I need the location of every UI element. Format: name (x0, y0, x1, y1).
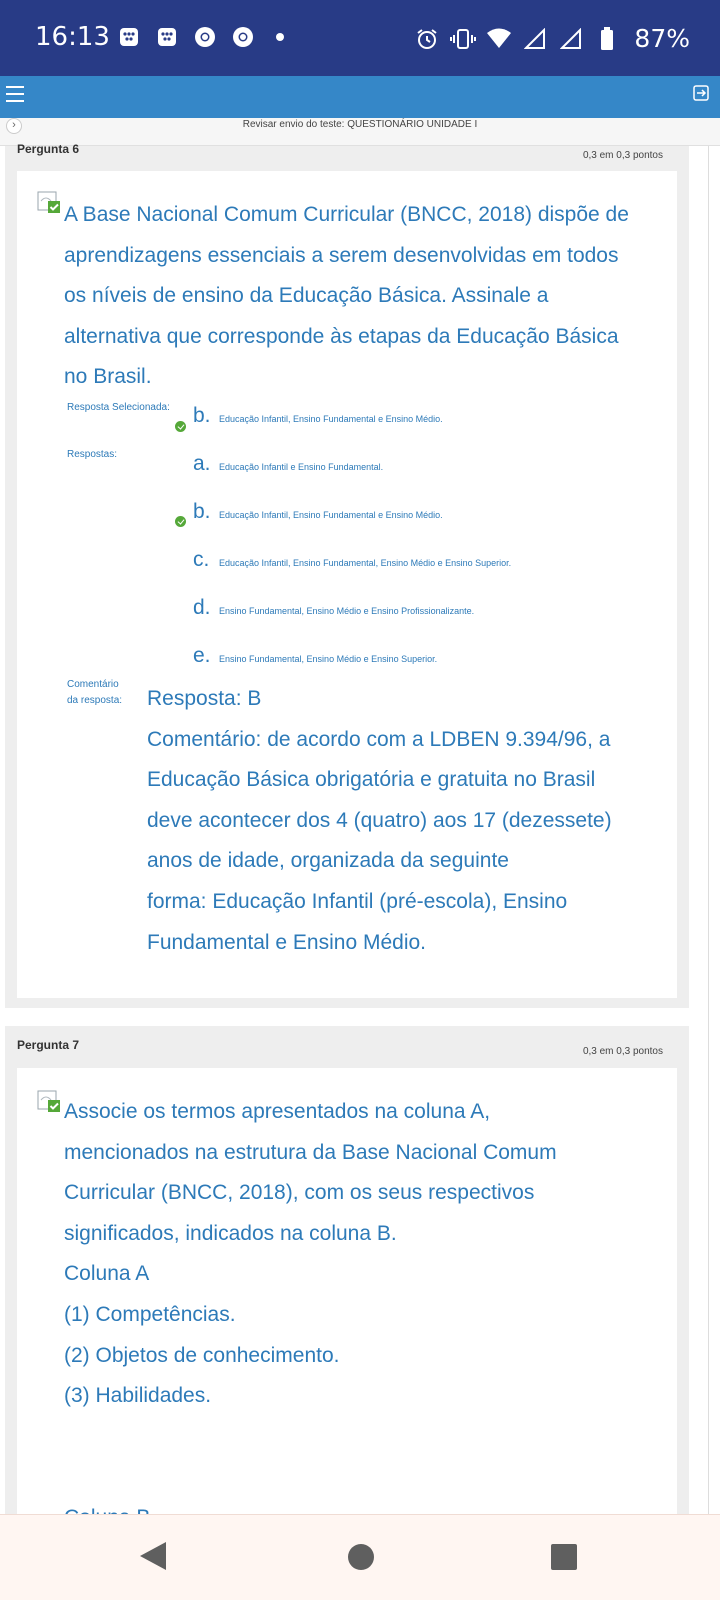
question-text-line: aprendizagens essenciais a serem desenvolvidas em todos (64, 243, 619, 267)
chevron-right-icon[interactable]: › (6, 118, 22, 134)
comment-line: Fundamental e Ensino Médio. (147, 930, 426, 954)
recent-apps-icon[interactable] (551, 1544, 577, 1570)
question-text-line: mencionados na estrutura da Base Nacional Comum (64, 1140, 557, 1164)
signal-icon (558, 26, 584, 52)
wifi-icon (486, 26, 512, 52)
comment-line: Resposta: B (147, 687, 262, 710)
question-text-line: (2) Objetos de conhecimento. (64, 1343, 340, 1367)
signal-icon (522, 26, 548, 52)
answer-letter: b. (193, 404, 211, 427)
blank-line (64, 1457, 654, 1498)
question-text-line: Associe os termos apresentados na coluna A, (64, 1100, 491, 1123)
question-text-line: alternativa que corresponde às etapas da Educação Básica (64, 324, 619, 348)
answer-text: Ensino Fundamental, Ensino Médio e Ensino Superior. (219, 654, 438, 664)
question-text (64, 195, 654, 398)
question-panel (5, 142, 689, 1008)
app-notification-icon (116, 24, 142, 50)
answer-text: Educação Infantil, Ensino Fundamental, Ensino Médio e Ensino Superior. (219, 558, 512, 568)
hamburger-menu-icon[interactable] (6, 86, 24, 102)
chrome-icon (192, 24, 218, 50)
answer-option (193, 452, 383, 476)
app-bar (0, 76, 720, 118)
back-icon[interactable] (140, 1542, 166, 1570)
status-time: 16:13 (35, 22, 110, 52)
answer-option (193, 596, 474, 620)
answer-comment (147, 679, 657, 963)
question-text-line: os níveis de ensino da Educação Básica. Assinale a (64, 284, 549, 308)
question-body (17, 1068, 677, 1514)
answer-option (193, 644, 437, 668)
answers-label: Respostas: (67, 449, 118, 460)
question-text-line: Curricular (BNCC, 2018), com os seus respectivos (64, 1181, 535, 1205)
breadcrumb-title: Revisar envio do teste: QUESTIONÁRIO UNIDADE I (242, 119, 478, 130)
scrollbar[interactable] (708, 146, 720, 1514)
question-title: Pergunta 6 (17, 142, 80, 156)
question-body (17, 171, 677, 998)
question-text-line: Coluna A (64, 1262, 150, 1286)
comment-line: Educação Básica obrigatória e gratuita no Brasil (147, 768, 596, 792)
question-text-line: (1) Competências. (64, 1302, 236, 1326)
comment-line: forma: Educação Infantil (pré-escola), Ensino (147, 889, 568, 913)
blank-line (64, 1417, 654, 1458)
chrome-icon (230, 24, 256, 50)
comment-label-line: Comentário (67, 679, 119, 690)
selected-answer (193, 404, 443, 428)
answer-letter: a. (193, 452, 211, 475)
question-text-line: significados, indicados na coluna B. (64, 1221, 397, 1245)
answer-letter: b. (193, 500, 211, 523)
answer-letter: d. (193, 596, 211, 619)
answer-option (193, 500, 443, 524)
comment-line: Comentário: de acordo com a LDBEN 9.394/96, a (147, 727, 611, 751)
status-bar (0, 0, 720, 76)
alarm-icon (414, 26, 440, 52)
breadcrumb (0, 118, 720, 146)
answer-text: Educação Infantil, Ensino Fundamental e Ensino Médio. (219, 510, 443, 520)
more-notifications-dot (276, 33, 284, 41)
correct-answer-icon (37, 1090, 61, 1114)
app-notification-icon (154, 24, 180, 50)
home-icon[interactable] (348, 1544, 374, 1570)
question-text-line: no Brasil. (64, 365, 152, 389)
answer-text: Ensino Fundamental, Ensino Médio e Ensino Profissionalizante. (219, 606, 475, 616)
correct-check-icon (175, 516, 186, 527)
battery-icon (594, 26, 620, 52)
question-text-line: A Base Nacional Comum Curricular (BNCC, 2018) dispõe de (64, 203, 629, 226)
question-title: Pergunta 7 (17, 1038, 80, 1052)
question-panel (5, 1026, 689, 1514)
correct-check-icon (175, 421, 186, 432)
comment-line: deve acontecer dos 4 (quatro) aos 17 (dezessete) (147, 808, 612, 832)
navigation-bar (0, 1514, 720, 1600)
logout-icon[interactable] (692, 84, 710, 102)
answer-option (193, 548, 511, 572)
question-points: 0,3 em 0,3 pontos (582, 1046, 663, 1057)
answer-letter: e. (193, 644, 211, 667)
comment-line: anos de idade, organizada da seguinte (147, 849, 509, 873)
answer-text: Educação Infantil e Ensino Fundamental. (219, 462, 384, 472)
comment-label (67, 677, 122, 709)
question-text (64, 1092, 654, 1539)
question-points: 0,3 em 0,3 pontos (582, 150, 663, 161)
notification-icons (116, 24, 284, 50)
correct-answer-icon (37, 191, 61, 215)
answer-text: Educação Infantil, Ensino Fundamental e Ensino Médio. (219, 414, 443, 424)
comment-label-line: da resposta: (67, 695, 123, 706)
answer-letter: c. (193, 548, 210, 571)
vibrate-icon (450, 26, 476, 52)
question-text-line: (3) Habilidades. (64, 1384, 212, 1408)
battery-percentage: 87% (634, 24, 690, 53)
system-icons (414, 24, 690, 53)
selected-answer-label: Resposta Selecionada: (67, 402, 170, 413)
